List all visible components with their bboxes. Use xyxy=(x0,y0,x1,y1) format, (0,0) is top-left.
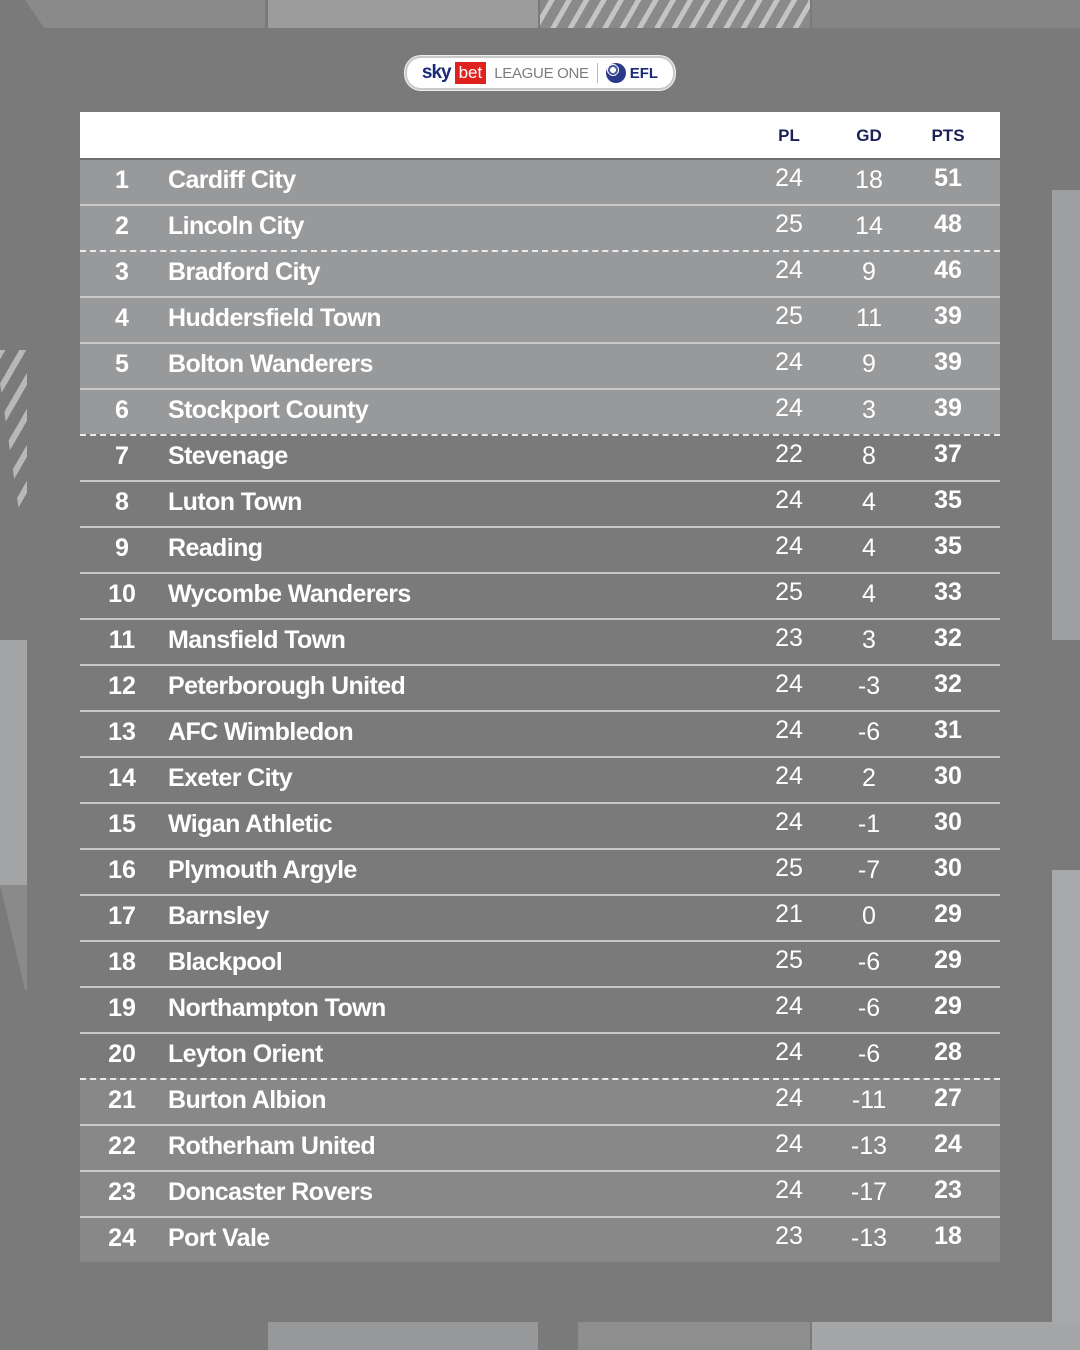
team-name: Rotherham United xyxy=(168,1132,376,1160)
logo-league-text: LEAGUE ONE xyxy=(494,64,589,82)
points-value: 30 xyxy=(934,854,962,882)
team-name: Stockport County xyxy=(168,396,369,424)
team-position: 9 xyxy=(115,534,129,562)
goal-difference-value: -7 xyxy=(857,856,881,884)
goal-difference-value: 3 xyxy=(862,396,876,424)
background-shape xyxy=(268,1322,538,1350)
table-row xyxy=(80,434,1000,480)
team-name: Blackpool xyxy=(168,948,283,976)
team-position: 15 xyxy=(108,810,136,838)
team-position: 23 xyxy=(108,1178,136,1206)
goal-difference-value: 0 xyxy=(862,902,876,930)
played-value: 23 xyxy=(775,624,803,652)
points-value: 18 xyxy=(934,1222,962,1250)
team-position: 1 xyxy=(115,166,129,194)
points-value: 46 xyxy=(934,256,962,284)
points-value: 29 xyxy=(934,946,962,974)
table-row xyxy=(80,526,1000,572)
goal-difference-value: -17 xyxy=(850,1178,888,1206)
team-position: 17 xyxy=(108,902,136,930)
points-value: 32 xyxy=(934,670,962,698)
goal-difference-value: 9 xyxy=(862,258,876,286)
played-value: 24 xyxy=(775,486,803,514)
table-row xyxy=(80,158,1000,204)
header-gd: GD xyxy=(856,126,882,145)
points-value: 29 xyxy=(934,992,962,1020)
team-name: Reading xyxy=(168,534,263,562)
team-name: Barnsley xyxy=(168,902,269,930)
team-name: Bradford City xyxy=(168,258,320,286)
points-value: 51 xyxy=(934,164,962,192)
background-shape xyxy=(0,640,28,885)
played-value: 24 xyxy=(775,808,803,836)
played-value: 24 xyxy=(775,1176,803,1204)
points-value: 35 xyxy=(934,532,962,560)
points-value: 31 xyxy=(934,716,962,744)
background-stripes xyxy=(0,350,28,515)
team-position: 18 xyxy=(108,948,136,976)
team-position: 8 xyxy=(115,488,129,516)
goal-difference-value: 3 xyxy=(862,626,876,654)
goal-difference-value: 11 xyxy=(856,304,882,332)
league-table xyxy=(80,112,1000,1262)
team-name: AFC Wimbledon xyxy=(168,718,354,746)
played-value: 24 xyxy=(775,1038,803,1066)
background-shape xyxy=(1052,870,1080,1350)
points-value: 39 xyxy=(934,348,962,376)
table-header xyxy=(80,112,1000,158)
played-value: 24 xyxy=(775,670,803,698)
played-value: 24 xyxy=(775,532,803,560)
team-position: 20 xyxy=(108,1040,136,1068)
goal-difference-value: -1 xyxy=(857,810,881,838)
team-position: 3 xyxy=(115,258,129,286)
table-row xyxy=(80,1124,1000,1170)
team-name: Stevenage xyxy=(168,442,288,470)
background-shape xyxy=(25,0,265,28)
points-value: 23 xyxy=(934,1176,962,1204)
points-value: 32 xyxy=(934,624,962,652)
team-name: Port Vale xyxy=(168,1224,270,1252)
team-position: 22 xyxy=(108,1132,136,1160)
team-name: Peterborough United xyxy=(168,672,406,700)
goal-difference-value: 18 xyxy=(855,166,883,194)
points-value: 29 xyxy=(934,900,962,928)
goal-difference-value: 4 xyxy=(862,580,876,608)
table-row xyxy=(80,802,1000,848)
team-position: 2 xyxy=(115,212,129,240)
played-value: 24 xyxy=(775,1130,803,1158)
team-position: 21 xyxy=(108,1086,136,1114)
table-row xyxy=(80,1032,1000,1078)
table-row xyxy=(80,940,1000,986)
points-value: 24 xyxy=(934,1130,962,1158)
background-shape xyxy=(268,0,538,28)
table-row xyxy=(80,664,1000,710)
team-name: Wigan Athletic xyxy=(168,810,333,838)
background-shape xyxy=(0,885,28,990)
team-name: Lincoln City xyxy=(168,212,304,240)
played-value: 24 xyxy=(775,716,803,744)
goal-difference-value: -6 xyxy=(857,718,881,746)
played-value: 25 xyxy=(775,210,803,238)
team-name: Cardiff City xyxy=(168,166,296,194)
points-value: 30 xyxy=(934,808,962,836)
background-shape xyxy=(812,0,1080,28)
played-value: 24 xyxy=(775,1084,803,1112)
goal-difference-value: 4 xyxy=(862,488,876,516)
team-name: Leyton Orient xyxy=(168,1040,323,1068)
header-pts: PTS xyxy=(931,126,965,145)
team-name: Exeter City xyxy=(168,764,293,792)
team-position: 16 xyxy=(108,856,136,884)
goal-difference-value: 4 xyxy=(862,534,876,562)
played-value: 24 xyxy=(775,164,803,192)
team-position: 11 xyxy=(108,626,136,654)
efl-ball-icon xyxy=(606,63,626,83)
table-row xyxy=(80,388,1000,434)
team-name: Huddersfield Town xyxy=(168,304,381,332)
goal-difference-value: -13 xyxy=(850,1224,888,1252)
team-name: Luton Town xyxy=(168,488,302,516)
points-value: 39 xyxy=(934,302,962,330)
team-name: Bolton Wanderers xyxy=(168,350,373,378)
league-logo xyxy=(405,56,675,90)
goal-difference-value: 9 xyxy=(862,350,876,378)
points-value: 37 xyxy=(934,440,962,468)
played-value: 22 xyxy=(775,440,803,468)
played-value: 25 xyxy=(775,946,803,974)
team-name: Doncaster Rovers xyxy=(168,1178,373,1206)
played-value: 24 xyxy=(775,992,803,1020)
background-stripes xyxy=(540,0,810,28)
played-value: 24 xyxy=(775,394,803,422)
played-value: 25 xyxy=(775,578,803,606)
table-row xyxy=(80,296,1000,342)
points-value: 27 xyxy=(934,1084,962,1112)
points-value: 28 xyxy=(934,1038,962,1066)
header-pl: PL xyxy=(778,126,800,145)
played-value: 24 xyxy=(775,348,803,376)
played-value: 21 xyxy=(775,900,803,928)
goal-difference-value: -6 xyxy=(857,994,881,1022)
points-value: 33 xyxy=(934,578,962,606)
background-shape xyxy=(812,1322,1080,1350)
table-row xyxy=(80,848,1000,894)
played-value: 25 xyxy=(775,854,803,882)
table-row xyxy=(80,572,1000,618)
goal-difference-value: 8 xyxy=(862,442,876,470)
table-row xyxy=(80,756,1000,802)
points-value: 48 xyxy=(934,210,962,238)
points-value: 35 xyxy=(934,486,962,514)
team-position: 10 xyxy=(108,580,136,608)
team-position: 7 xyxy=(115,442,129,470)
team-name: Plymouth Argyle xyxy=(168,856,357,884)
table-row xyxy=(80,986,1000,1032)
played-value: 24 xyxy=(775,256,803,284)
table-row xyxy=(80,894,1000,940)
table-body xyxy=(80,158,1000,1262)
table-row xyxy=(80,480,1000,526)
played-value: 25 xyxy=(775,302,803,330)
goal-difference-value: 2 xyxy=(862,764,876,792)
table-row xyxy=(80,204,1000,250)
table-row xyxy=(80,710,1000,756)
goal-difference-value: -6 xyxy=(857,948,881,976)
table-row xyxy=(80,618,1000,664)
played-value: 24 xyxy=(775,762,803,790)
team-position: 12 xyxy=(108,672,136,700)
logo-divider xyxy=(597,63,598,83)
team-position: 4 xyxy=(115,304,129,332)
logo-sky-text: sky xyxy=(421,62,451,83)
team-position: 14 xyxy=(108,764,136,792)
team-position: 19 xyxy=(108,994,136,1022)
points-value: 39 xyxy=(934,394,962,422)
logo-bet-text: bet xyxy=(455,62,487,84)
team-position: 5 xyxy=(115,350,129,378)
table-row xyxy=(80,250,1000,296)
goal-difference-value: -11 xyxy=(851,1086,887,1114)
goal-difference-value: 14 xyxy=(855,212,883,240)
goal-difference-value: -3 xyxy=(857,672,881,700)
played-value: 23 xyxy=(775,1222,803,1250)
team-name: Mansfield Town xyxy=(168,626,346,654)
goal-difference-value: -6 xyxy=(857,1040,881,1068)
team-position: 24 xyxy=(108,1224,136,1252)
table-row xyxy=(80,342,1000,388)
table-row xyxy=(80,1170,1000,1216)
logo-efl-text: EFL xyxy=(629,64,659,82)
goal-difference-value: -13 xyxy=(850,1132,888,1160)
team-position: 6 xyxy=(115,396,129,424)
team-name: Wycombe Wanderers xyxy=(168,580,411,608)
background-shape xyxy=(578,1322,810,1350)
table-row xyxy=(80,1216,1000,1262)
table-row xyxy=(80,1078,1000,1124)
team-position: 13 xyxy=(108,718,136,746)
team-name: Northampton Town xyxy=(168,994,386,1022)
team-name: Burton Albion xyxy=(168,1086,326,1114)
points-value: 30 xyxy=(934,762,962,790)
background-shape xyxy=(1052,190,1080,640)
